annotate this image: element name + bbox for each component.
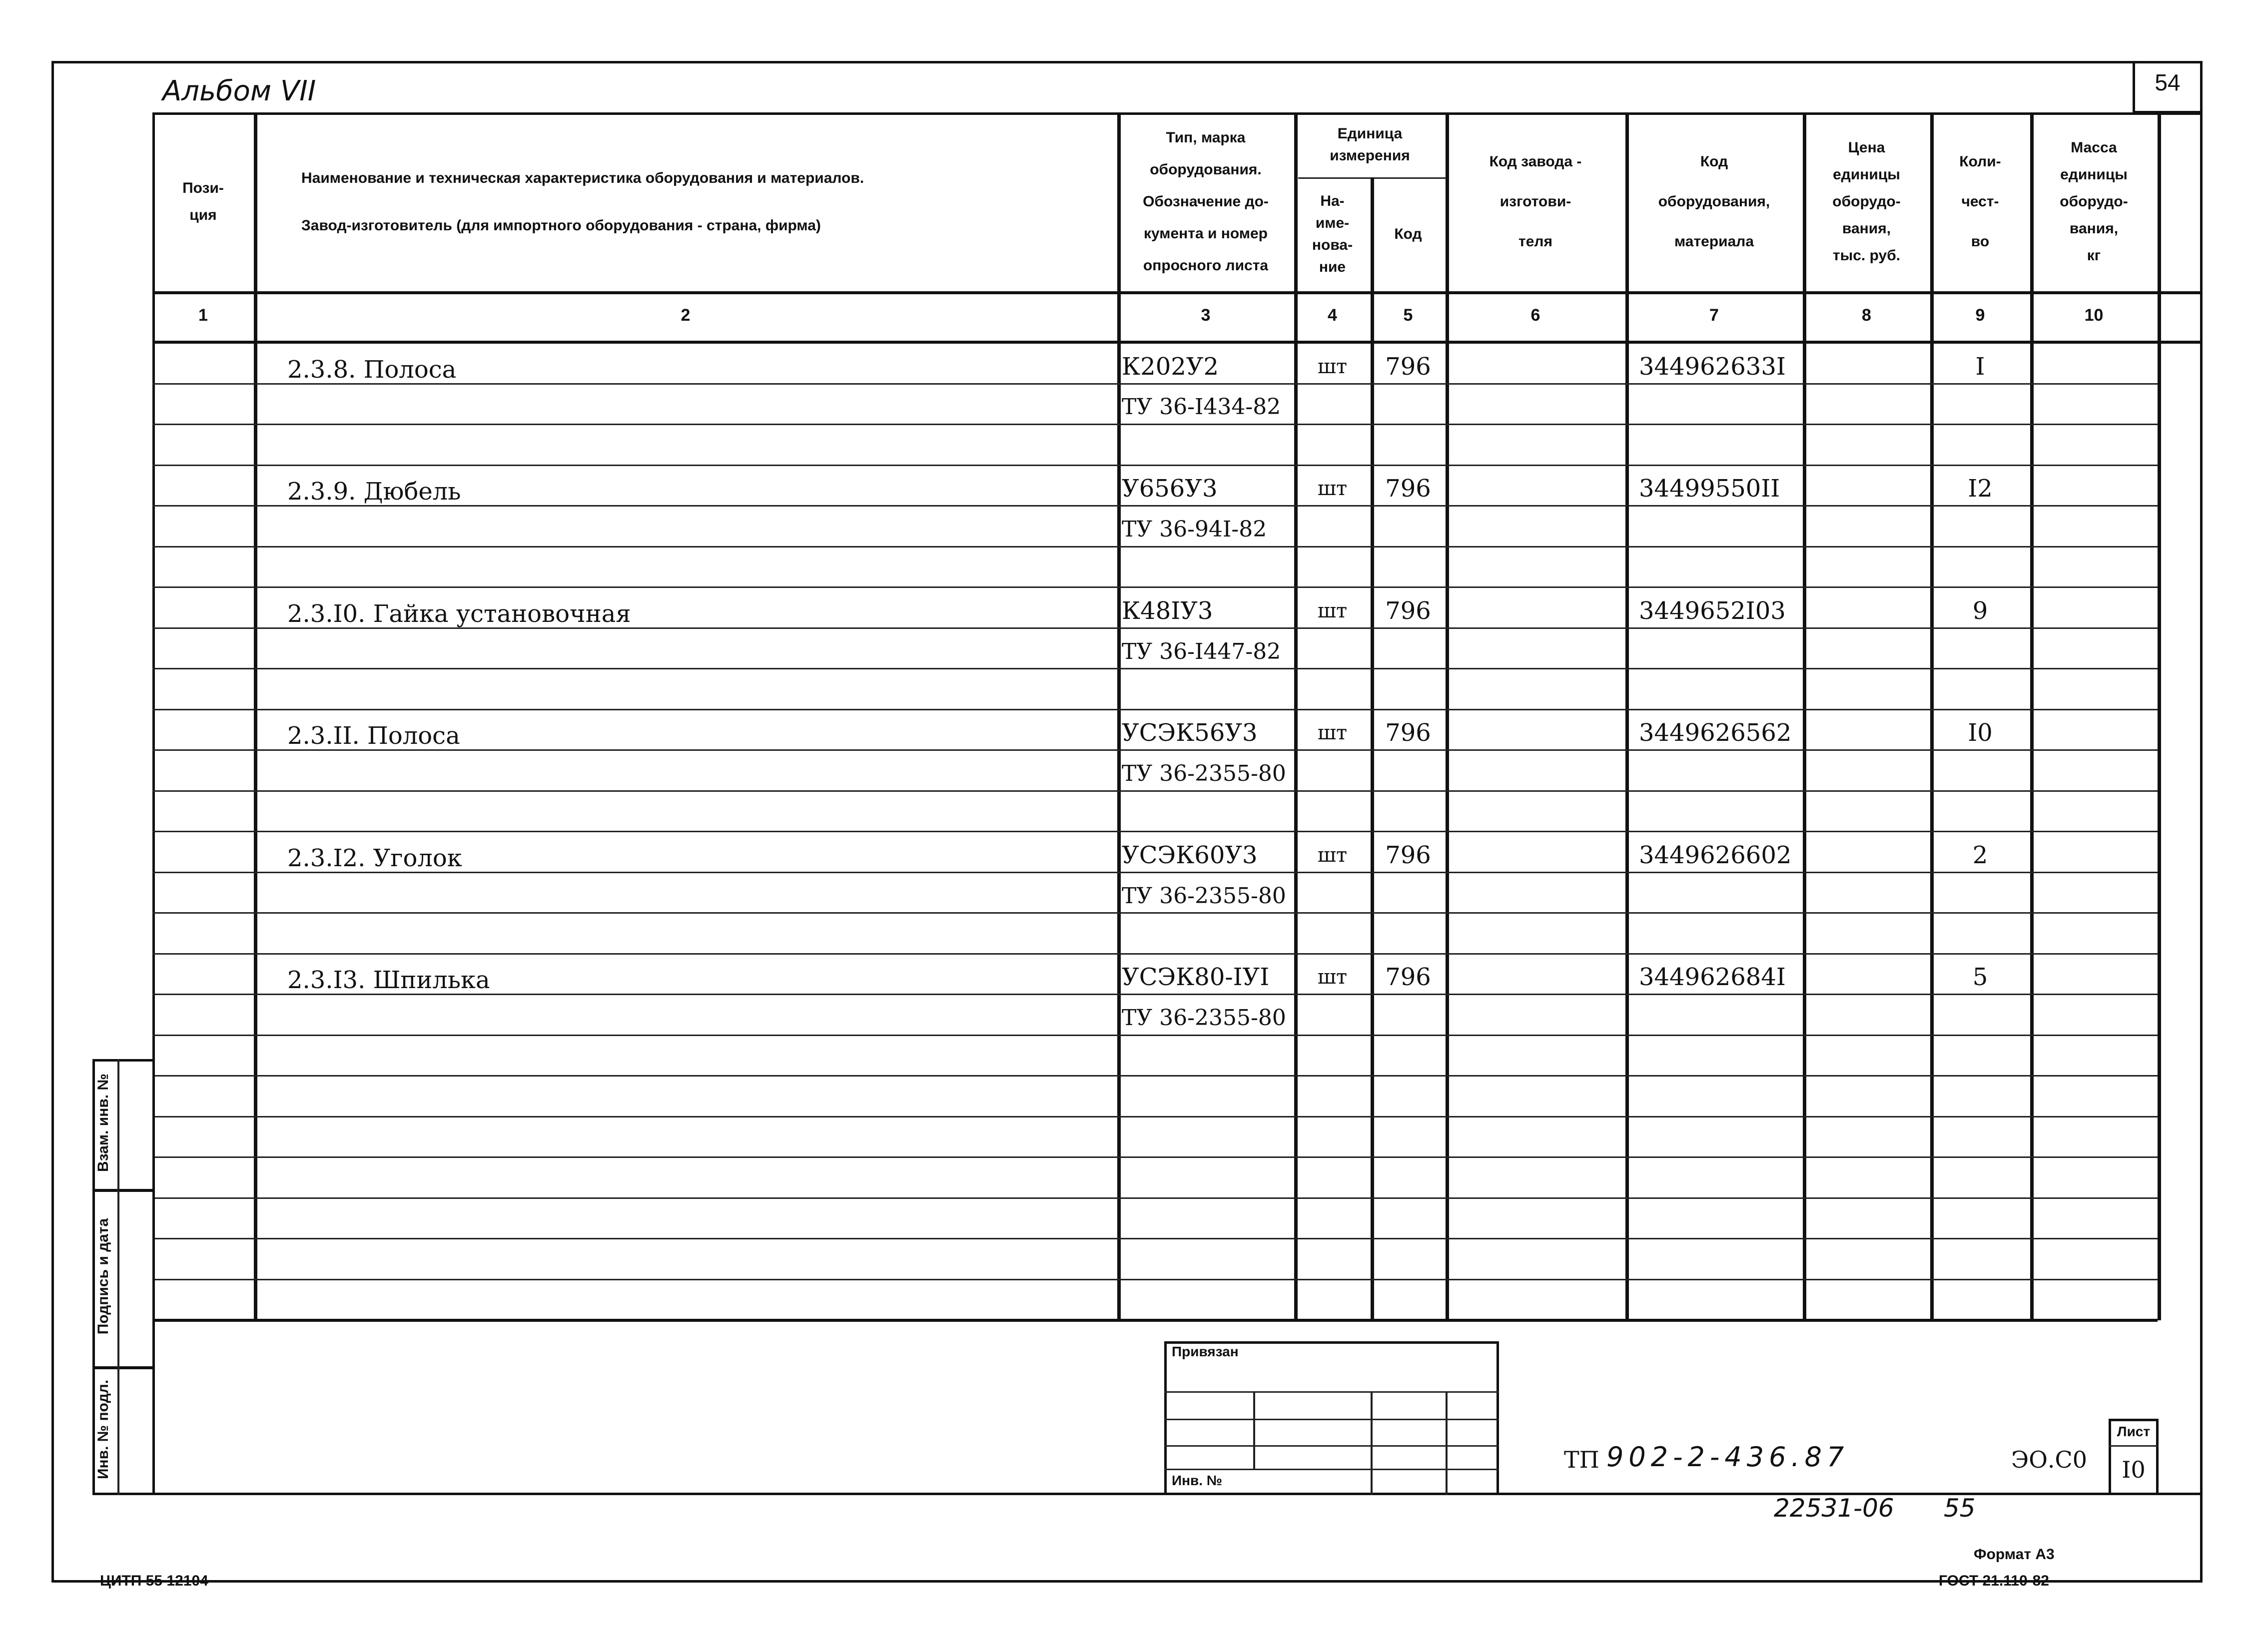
- item-qty: I: [1975, 353, 1985, 381]
- privyazan-vline-3: [1446, 1391, 1448, 1495]
- header-bottom-line: [152, 291, 2203, 294]
- item-name: 2.3.I0. Гайка установочная: [287, 600, 631, 628]
- privyazan-box: [1164, 1341, 1499, 1495]
- doc-number: 902-2-436.87: [1606, 1441, 1849, 1473]
- list-label: Лист: [2117, 1424, 2151, 1439]
- item-code: 344962684I: [1639, 963, 1786, 991]
- col-line-8: [1930, 112, 1934, 1320]
- privyazan-line-2: [1164, 1419, 1499, 1420]
- colnum-2: 2: [681, 306, 691, 325]
- col-line-5: [1446, 112, 1449, 1320]
- header-col-9: Коли- чест- во: [1959, 153, 2001, 250]
- colnum-3: 3: [1201, 306, 1211, 325]
- colnum-1: 1: [198, 306, 208, 325]
- item-unit-code: 796: [1385, 963, 1431, 991]
- item-unit-code: 796: [1385, 475, 1431, 503]
- item-unit-code: 796: [1385, 353, 1431, 381]
- column-number-line: [152, 341, 2203, 344]
- header-col-7: Код оборудования, материала: [1658, 153, 1770, 250]
- archive-number: 22531-06: [1774, 1494, 1894, 1523]
- item-code: 34499550II: [1639, 475, 1780, 503]
- item-unit: шт: [1317, 966, 1348, 989]
- item-code: 3449626602: [1639, 841, 1792, 869]
- page-number: 55: [1944, 1494, 1976, 1523]
- header-col-5: Код: [1394, 226, 1422, 242]
- item-unit-code: 796: [1385, 841, 1431, 869]
- item-type: К48IУ3: [1122, 597, 1213, 625]
- col-line-3: [1294, 112, 1298, 1320]
- item-doc: ТУ 36-94I-82: [1122, 517, 1267, 542]
- item-doc: ТУ 36-2355-80: [1122, 1005, 1286, 1031]
- item-unit-code: 796: [1385, 719, 1431, 747]
- header-col-3: Тип, марка оборудования. Обозначение до- кумента и номер опросного листа: [1143, 129, 1269, 274]
- item-type: УСЭК80-IУI: [1122, 963, 1270, 991]
- album-label: Альбом VII: [162, 75, 316, 107]
- side-label-vzam: Взам. инв. №: [95, 1074, 111, 1172]
- colnum-9: 9: [1975, 306, 1985, 325]
- item-qty: 2: [1972, 841, 1988, 869]
- privyazan-line-4: [1164, 1469, 1499, 1470]
- privyazan-line-3: [1164, 1445, 1499, 1447]
- privyazan-label: Привязан: [1172, 1344, 1239, 1359]
- item-code: 3449652I03: [1639, 597, 1786, 625]
- sheet-number-top: 54: [2155, 69, 2181, 95]
- list-box-divider: [2109, 1445, 2159, 1447]
- side-label-inv: Инв. № подл.: [95, 1379, 111, 1480]
- colnum-4: 4: [1328, 306, 1337, 325]
- col-line-6: [1625, 112, 1629, 1320]
- colnum-5: 5: [1403, 306, 1413, 325]
- side-stamp-inner-line: [117, 1059, 119, 1495]
- colnum-7: 7: [1709, 306, 1719, 325]
- item-unit: шт: [1317, 355, 1348, 378]
- header-col-1: Пози- ция: [182, 180, 224, 223]
- colnum-8: 8: [1862, 306, 1871, 325]
- item-type: УСЭК56У3: [1122, 719, 1258, 747]
- privyazan-vline-1: [1253, 1391, 1255, 1470]
- item-doc: ТУ 36-2355-80: [1122, 883, 1286, 909]
- header-col-8: Цена единицы оборудо- вания, тыс. руб.: [1832, 139, 1901, 264]
- doc-prefix: ТП: [1564, 1446, 1599, 1473]
- body-bottom-line: [152, 1319, 2158, 1322]
- item-unit-code: 796: [1385, 597, 1431, 625]
- header-col-6: Код завода - изготови- теля: [1489, 153, 1582, 250]
- item-qty: 9: [1972, 597, 1988, 625]
- col-line-2: [1117, 112, 1121, 1320]
- privyazan-vline-2: [1371, 1391, 1373, 1495]
- inv-no-label: Инв. №: [1172, 1473, 1223, 1488]
- col-line-10: [2158, 112, 2161, 1320]
- header-col-10: Масса единицы оборудо- вания, кг: [2060, 139, 2128, 264]
- item-name: 2.3.I2. Уголок: [287, 844, 462, 872]
- gost-label: ГОСТ 21.110-82: [1939, 1573, 2049, 1589]
- citp-label: ЦИТП 55 12104: [100, 1573, 208, 1589]
- item-unit: шт: [1317, 599, 1348, 622]
- colnum-6: 6: [1530, 306, 1540, 325]
- header-unit-group: Единица измерения: [1330, 125, 1410, 164]
- item-doc: ТУ 36-2355-80: [1122, 761, 1286, 786]
- item-code: 3449626562: [1639, 719, 1792, 747]
- item-qty: I0: [1968, 719, 1993, 747]
- item-name: 2.3.8. Полоса: [287, 356, 457, 384]
- colnum-10: 10: [2084, 306, 2104, 325]
- item-doc: ТУ 36-I434-82: [1122, 394, 1281, 420]
- item-code: 344962633I: [1639, 353, 1786, 381]
- item-unit: шт: [1317, 477, 1348, 500]
- item-qty: 5: [1972, 963, 1988, 991]
- item-unit: шт: [1317, 721, 1348, 744]
- item-type: У656У3: [1122, 475, 1218, 503]
- doc-code: ЭО.С0: [2011, 1446, 2087, 1473]
- item-doc: ТУ 36-I447-82: [1122, 639, 1281, 664]
- col-line-7: [1803, 112, 1806, 1320]
- format-label: Формат А3: [1974, 1546, 2055, 1563]
- item-qty: I2: [1968, 475, 1993, 503]
- header-col-4: На- име- нова- ние: [1312, 193, 1353, 275]
- side-label-podpis: Подпись и дата: [95, 1218, 111, 1335]
- header-col-2: Наименование и техническая характеристика оборудования и материалов. Завод-изготовитель (для импортного оборудования - страна, фирма): [301, 170, 864, 234]
- item-name: 2.3.II. Полоса: [287, 722, 460, 750]
- item-name: 2.3.I3. Шпилька: [287, 966, 490, 994]
- item-unit: шт: [1317, 844, 1348, 867]
- privyazan-line-1: [1164, 1391, 1499, 1393]
- item-type: УСЭК60У3: [1122, 841, 1258, 869]
- col-line-9: [2030, 112, 2034, 1320]
- list-value: I0: [2122, 1456, 2146, 1483]
- item-name: 2.3.9. Дюбель: [287, 478, 461, 506]
- col-line-4: [1371, 177, 1374, 1320]
- col-line-1: [254, 112, 257, 1320]
- item-type: К202У2: [1122, 353, 1219, 381]
